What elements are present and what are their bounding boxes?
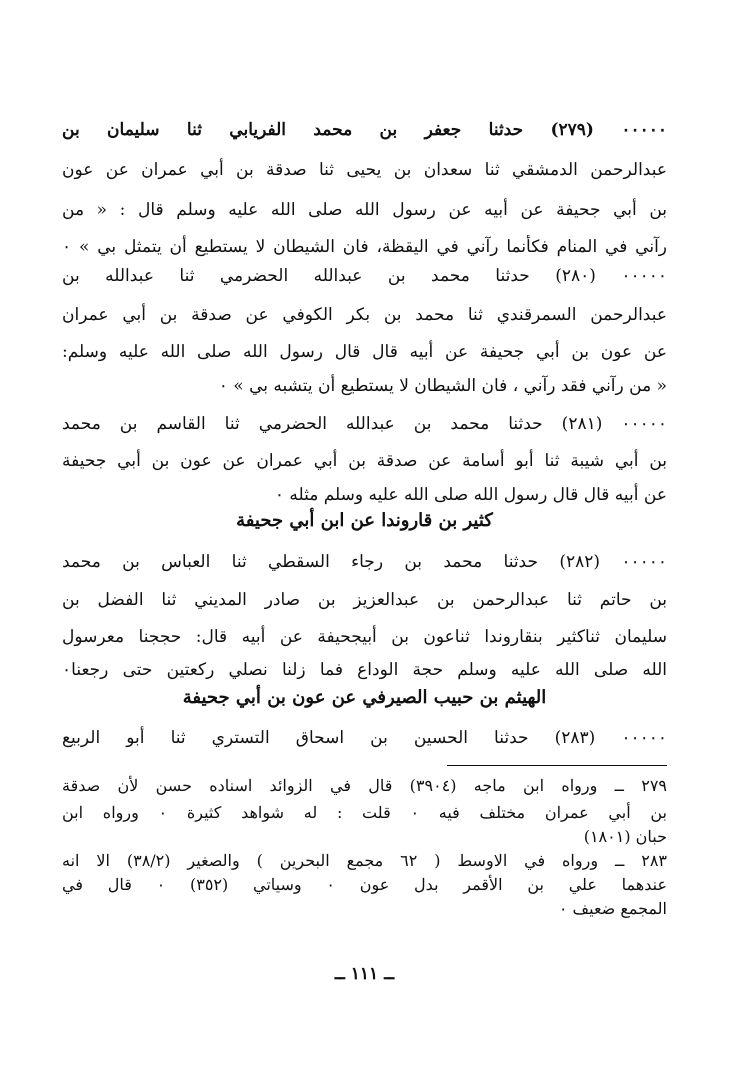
- text-line: الله صلى الله عليه وسلم حجة الوداع فما زلنا نصلي ركعتين حتى رجعنا٠: [62, 660, 667, 680]
- footnote-line: بن أبي عمران مختلف فيه ٠ قلت : له شواهد كثيرة ٠ ورواه ابن: [62, 803, 667, 822]
- text-line: بن أبي شيبة ثنا أبو أسامة عن صدقة بن أبي عمران عن عون بن أبي جحيفة: [62, 451, 667, 471]
- text-line: ٠٠٠٠٠ (٢٨٣) حدثنا الحسين بن اسحاق التستري ثنا أبو الربيع: [62, 728, 667, 748]
- footnote-line: المجمع ضعيف ٠: [558, 899, 667, 918]
- text-line: بن أبي جحيفة عن أبيه عن رسول الله صلى الله عليه وسلم قال : « من: [62, 200, 667, 220]
- text-line: رآني في المنام فكأنما رآني في اليقظة، فان الشيطان لا يستطيع أن يتمثل بي » ٠: [62, 237, 667, 257]
- footnote-line: عندهما علي بن الأقمر بدل عون ٠ وسياتي (٣٥٢) ٠ قال في: [62, 875, 667, 894]
- text-line: عن عون بن أبي جحيفة عن أبيه قال قال رسول الله صلى الله عليه وسلم:: [62, 342, 667, 362]
- footnote-divider: [447, 765, 667, 766]
- text-line: ٠٠٠٠٠ (٢٨٠) حدثنا محمد بن عبدالله الحضرمي ثنا عبدالله بن: [62, 266, 667, 286]
- section-heading: الهيثم بن حبيب الصيرفي عن عون بن أبي جحيفة: [182, 687, 547, 708]
- text-line: « من رآني فقد رآني ، فان الشيطان لا يستطيع أن يتشبه بي » ٠: [218, 376, 667, 396]
- text-line: عبدالرحمن السمرقندي ثنا محمد بن بكر الكوفي عن صدقة بن أبي عمران: [62, 305, 667, 325]
- text-line: ٠٠٠٠٠ (٢٧٩) حدثنا جعفر بن محمد الفريابي ثنا سليمان بن: [62, 120, 667, 140]
- footnote-line: ٢٧٩ ــ ورواه ابن ماجه (٣٩٠٤) قال في الزوائد اسناده حسن لأن صدقة: [62, 776, 667, 795]
- text-line: عن أبيه قال قال رسول الله صلى الله عليه وسلم مثله ٠: [274, 485, 667, 505]
- text-line: بن حاتم ثنا عبدالرحمن بن عبدالعزيز بن صادر المديني ثنا الفضل بن: [62, 590, 667, 610]
- text-line: ٠٠٠٠٠ (٢٨١) حدثنا محمد بن عبدالله الحضرمي ثنا القاسم بن محمد: [62, 414, 667, 434]
- text-line: ٠٠٠٠٠ (٢٨٢) حدثنا محمد بن رجاء السقطي ثنا العباس بن محمد: [62, 552, 667, 572]
- text-line: سليمان ثناكثير بنقاروندا ثناعون بن أبيجحيفة عن أبيه قال: حججنا معرسول: [62, 627, 667, 647]
- footnote-line: حبان (١٨٠١): [583, 827, 667, 846]
- page-number: ــ ١١١ ــ: [334, 964, 395, 984]
- section-heading: كثير بن قاروندا عن ابن أبي جحيفة: [236, 510, 493, 531]
- footnote-line: ٢٨٣ ــ ورواه في الاوسط ( ٦٢ مجمع البحرين ) والصغير (٣٨/٢) الا انه: [62, 851, 667, 870]
- text-line: عبدالرحمن الدمشقي ثنا سعدان بن يحيى ثنا صدقة بن أبي عمران عن عون: [62, 160, 667, 180]
